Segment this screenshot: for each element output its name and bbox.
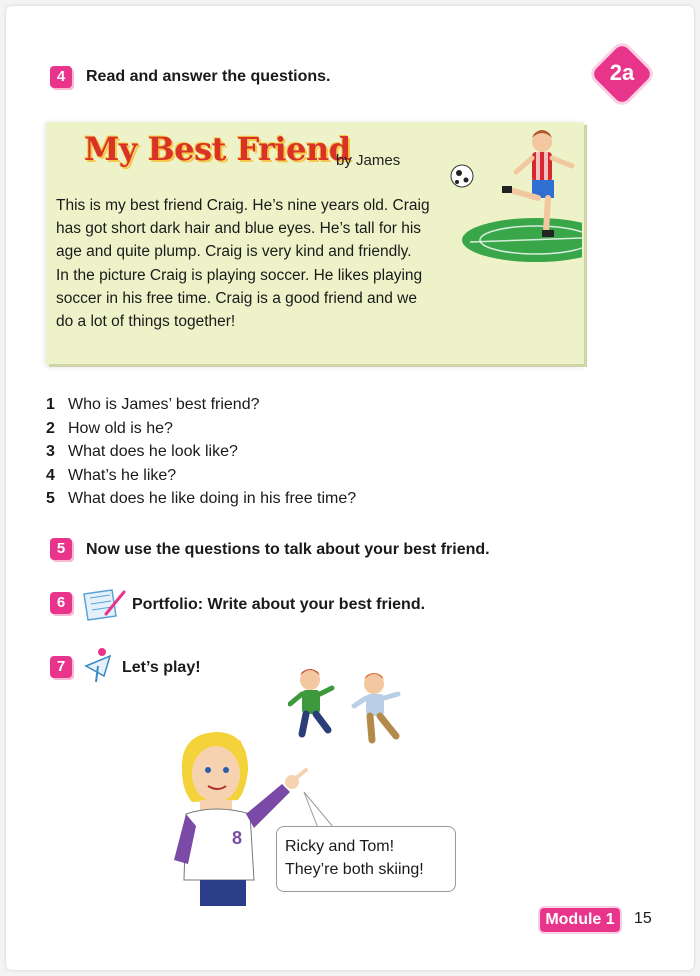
task-5-number: 5 xyxy=(50,538,72,560)
question-number: 4 xyxy=(46,466,55,484)
question-number: 3 xyxy=(46,443,55,460)
story-title: My Best Friend xyxy=(84,130,351,168)
question-text: What does he like doing in his free time? xyxy=(68,490,357,507)
list-item xyxy=(46,467,466,491)
speech-line-1: Ricky and Tom! xyxy=(285,838,395,855)
task-7-number: 7 xyxy=(50,656,72,678)
question-number: 2 xyxy=(46,419,55,437)
question-text: Who is James’ best friend? xyxy=(68,396,260,413)
list-item xyxy=(46,396,466,420)
section-tag-label: 2a xyxy=(609,60,635,85)
game-spinner-icon xyxy=(82,646,116,686)
shirt-number: 8 xyxy=(232,828,243,848)
soccer-boy-illustration xyxy=(450,128,582,284)
task-4-instruction: Read and answer the questions. xyxy=(86,68,331,85)
task-7-instruction: Let’s play! xyxy=(122,659,201,676)
speech-line-2: They’re both skiing! xyxy=(285,861,424,878)
story-line: This is my best friend Craig. He’s nine years old. Craig xyxy=(56,197,430,214)
story-line: soccer in his free time. Craig is a good friend and we xyxy=(56,289,417,307)
portfolio-icon xyxy=(80,586,126,622)
question-number: 1 xyxy=(46,396,55,413)
question-list xyxy=(46,396,466,514)
question-text: What does he look like? xyxy=(68,443,238,460)
story-line: age and quite plump. Craig is very kind and friendly. xyxy=(56,243,412,261)
speech-bubble xyxy=(276,826,456,892)
question-text: How old is he? xyxy=(68,419,173,437)
question-text: What’s he like? xyxy=(68,466,177,484)
module-label: Module 1 xyxy=(540,908,620,932)
story-line: In the picture Craig is playing soccer. He likes playing xyxy=(56,266,423,284)
list-item xyxy=(46,443,466,467)
list-item xyxy=(46,420,466,444)
story-line: do a lot of things together! xyxy=(56,313,236,331)
section-tag xyxy=(590,46,654,104)
story-author: by James xyxy=(336,152,401,169)
story-text xyxy=(56,194,454,333)
question-number: 5 xyxy=(46,490,55,507)
list-item xyxy=(46,490,466,514)
speech-bubble-tail xyxy=(296,790,336,830)
task-6-instruction: Portfolio: Write about your best friend. xyxy=(132,596,426,613)
story-line: has got short dark hair and blue eyes. He’s tall for his xyxy=(56,220,422,238)
task-6-number: 6 xyxy=(50,592,72,614)
story-box xyxy=(46,122,584,364)
task-5-instruction: Now use the questions to talk about your best friend. xyxy=(86,541,490,558)
page-number: 15 xyxy=(634,910,652,927)
task-4-number: 4 xyxy=(50,66,72,88)
